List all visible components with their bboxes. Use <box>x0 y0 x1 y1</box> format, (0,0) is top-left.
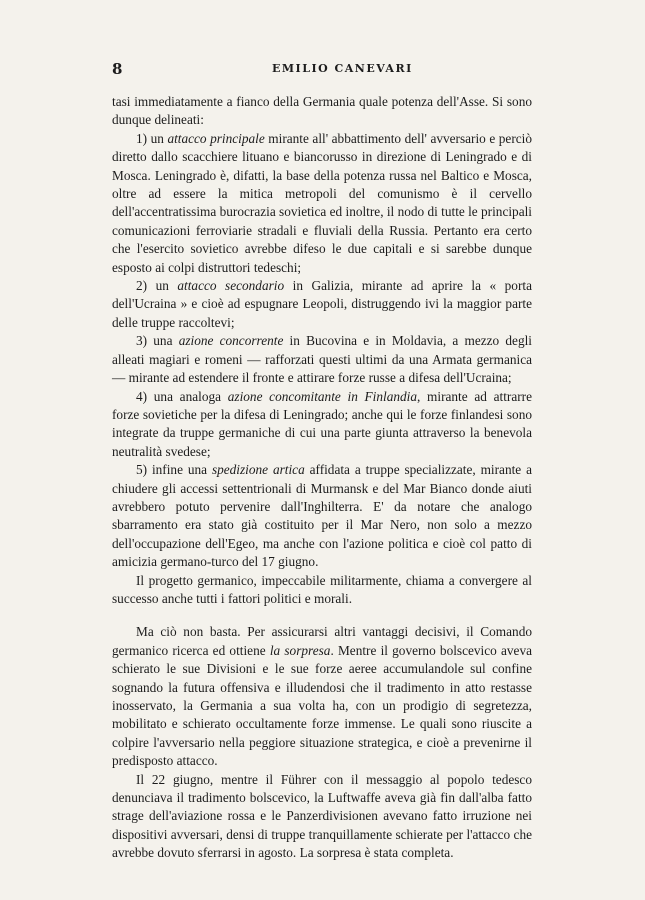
paragraph-point-5: 5) infine una spedizione artica affidata a truppe specializzate, mirante a chiudere gli accessi settentrionali di Murmansk e del Mar Bianco donde aiuti avrebbero potuto pervenire dall'Inghilterra. E' da notare che analogo sbarramento era stato già costituito per il Mar Nero, non solo a mezzo dell'occupazione dell'Egeo, ma anche con l'azione politica e cioè col patto di amicizia germano-turco del 17 giugno. <box>112 462 532 570</box>
running-head-author: EMILIO CANEVARI <box>272 62 413 75</box>
paragraph-point-4: 4) una analoga azione concomitante in Finlandia, mirante ad attrarre forze sovietiche per la difesa di Leningrado; anche qui le forze finlandesi sono integrate da truppe germaniche di cui una parte giunta attraverso la benevola neutralità svedese; <box>112 388 532 459</box>
paragraph-point-3: 3) una azione concorrente in Bucovina e in Moldavia, a mezzo degli alleati magiari e romeni — rafforzati questi ultimi da una Armata germanica — mirante ad estendere il fronte e attirare forze russe a difesa dell'Ucraina; <box>112 333 532 386</box>
body-text <box>112 93 532 863</box>
paragraph-point-1: 1) un attacco principale mirante all' abbattimento dell' avversario e perciò diretto dallo scacchiere lituano e biancorusso in direzione di Leningrado e di Mosca. Leningrado è, difatti, la base della potenza russa nel Baltico e Mosca, oltre ad essere la mitica metropoli del comunismo è il cervello dell'accentratissima burocrazia sovietica ed inoltre, il nodo di tutte le principali comunicazioni ferroviarie stradali e fluviali della Russia. Pertanto era certo che l'esercito sovietico avrebbe difeso le due capitali e si sarebbe dunque esposto ai colpi distruttori tedeschi; <box>112 130 532 275</box>
paragraph-sorpresa: Ma ciò non basta. Per assicurarsi altri vantaggi decisivi, il Comando germanico ricerca ed ottiene la sorpresa. Mentre il governo bolscevico aveva schierato le sue Divisioni e le sue forze aeree accumulandole sul confine sognando la futura offensiva e illudendosi che il tradimento in atto restasse inosservato, la Germania a sua volta ha, con un prodigio di segretezza, mobilitato e schierato occultamente forze immense. Le quali sono riuscite a colpire l'avversario nella peggiore situazione strategica, e cioè a prevenirne il predisposto attacco. <box>112 624 532 769</box>
paragraph-point-2: 2) un attacco secondario in Galizia, mirante ad aprire la « porta dell'Ucraina » e cioè ad espugnare Leopoli, distruggendo ivi la maggior parte delle truppe raccoltevi; <box>112 278 532 330</box>
paragraph-22-giugno: Il 22 giugno, mentre il Führer con il messaggio al popolo tedesco denunciava il tradimento bolscevico, la Luftwaffe aveva già fin dall'alba fatto strage dell'aviazione rossa e le Panzerdivisionen avevano fatto irruzione nei dispositivi avversari, densi di truppe tranquillamente schierate per l'attacco che avrebbe dovuto sferrarsi in agosto. La sorpresa è stata completa. <box>112 771 532 861</box>
page-number: 8 <box>112 60 123 78</box>
paragraph-progetto: Il progetto germanico, impeccabile militarmente, chiama a convergere al successo anche tutti i fattori politici e morali. <box>112 572 532 606</box>
page-header <box>112 60 532 80</box>
paragraph-intro: tasi immediatamente a fianco della Germania quale potenza dell'Asse. Si sono dunque delineati: <box>112 94 532 128</box>
